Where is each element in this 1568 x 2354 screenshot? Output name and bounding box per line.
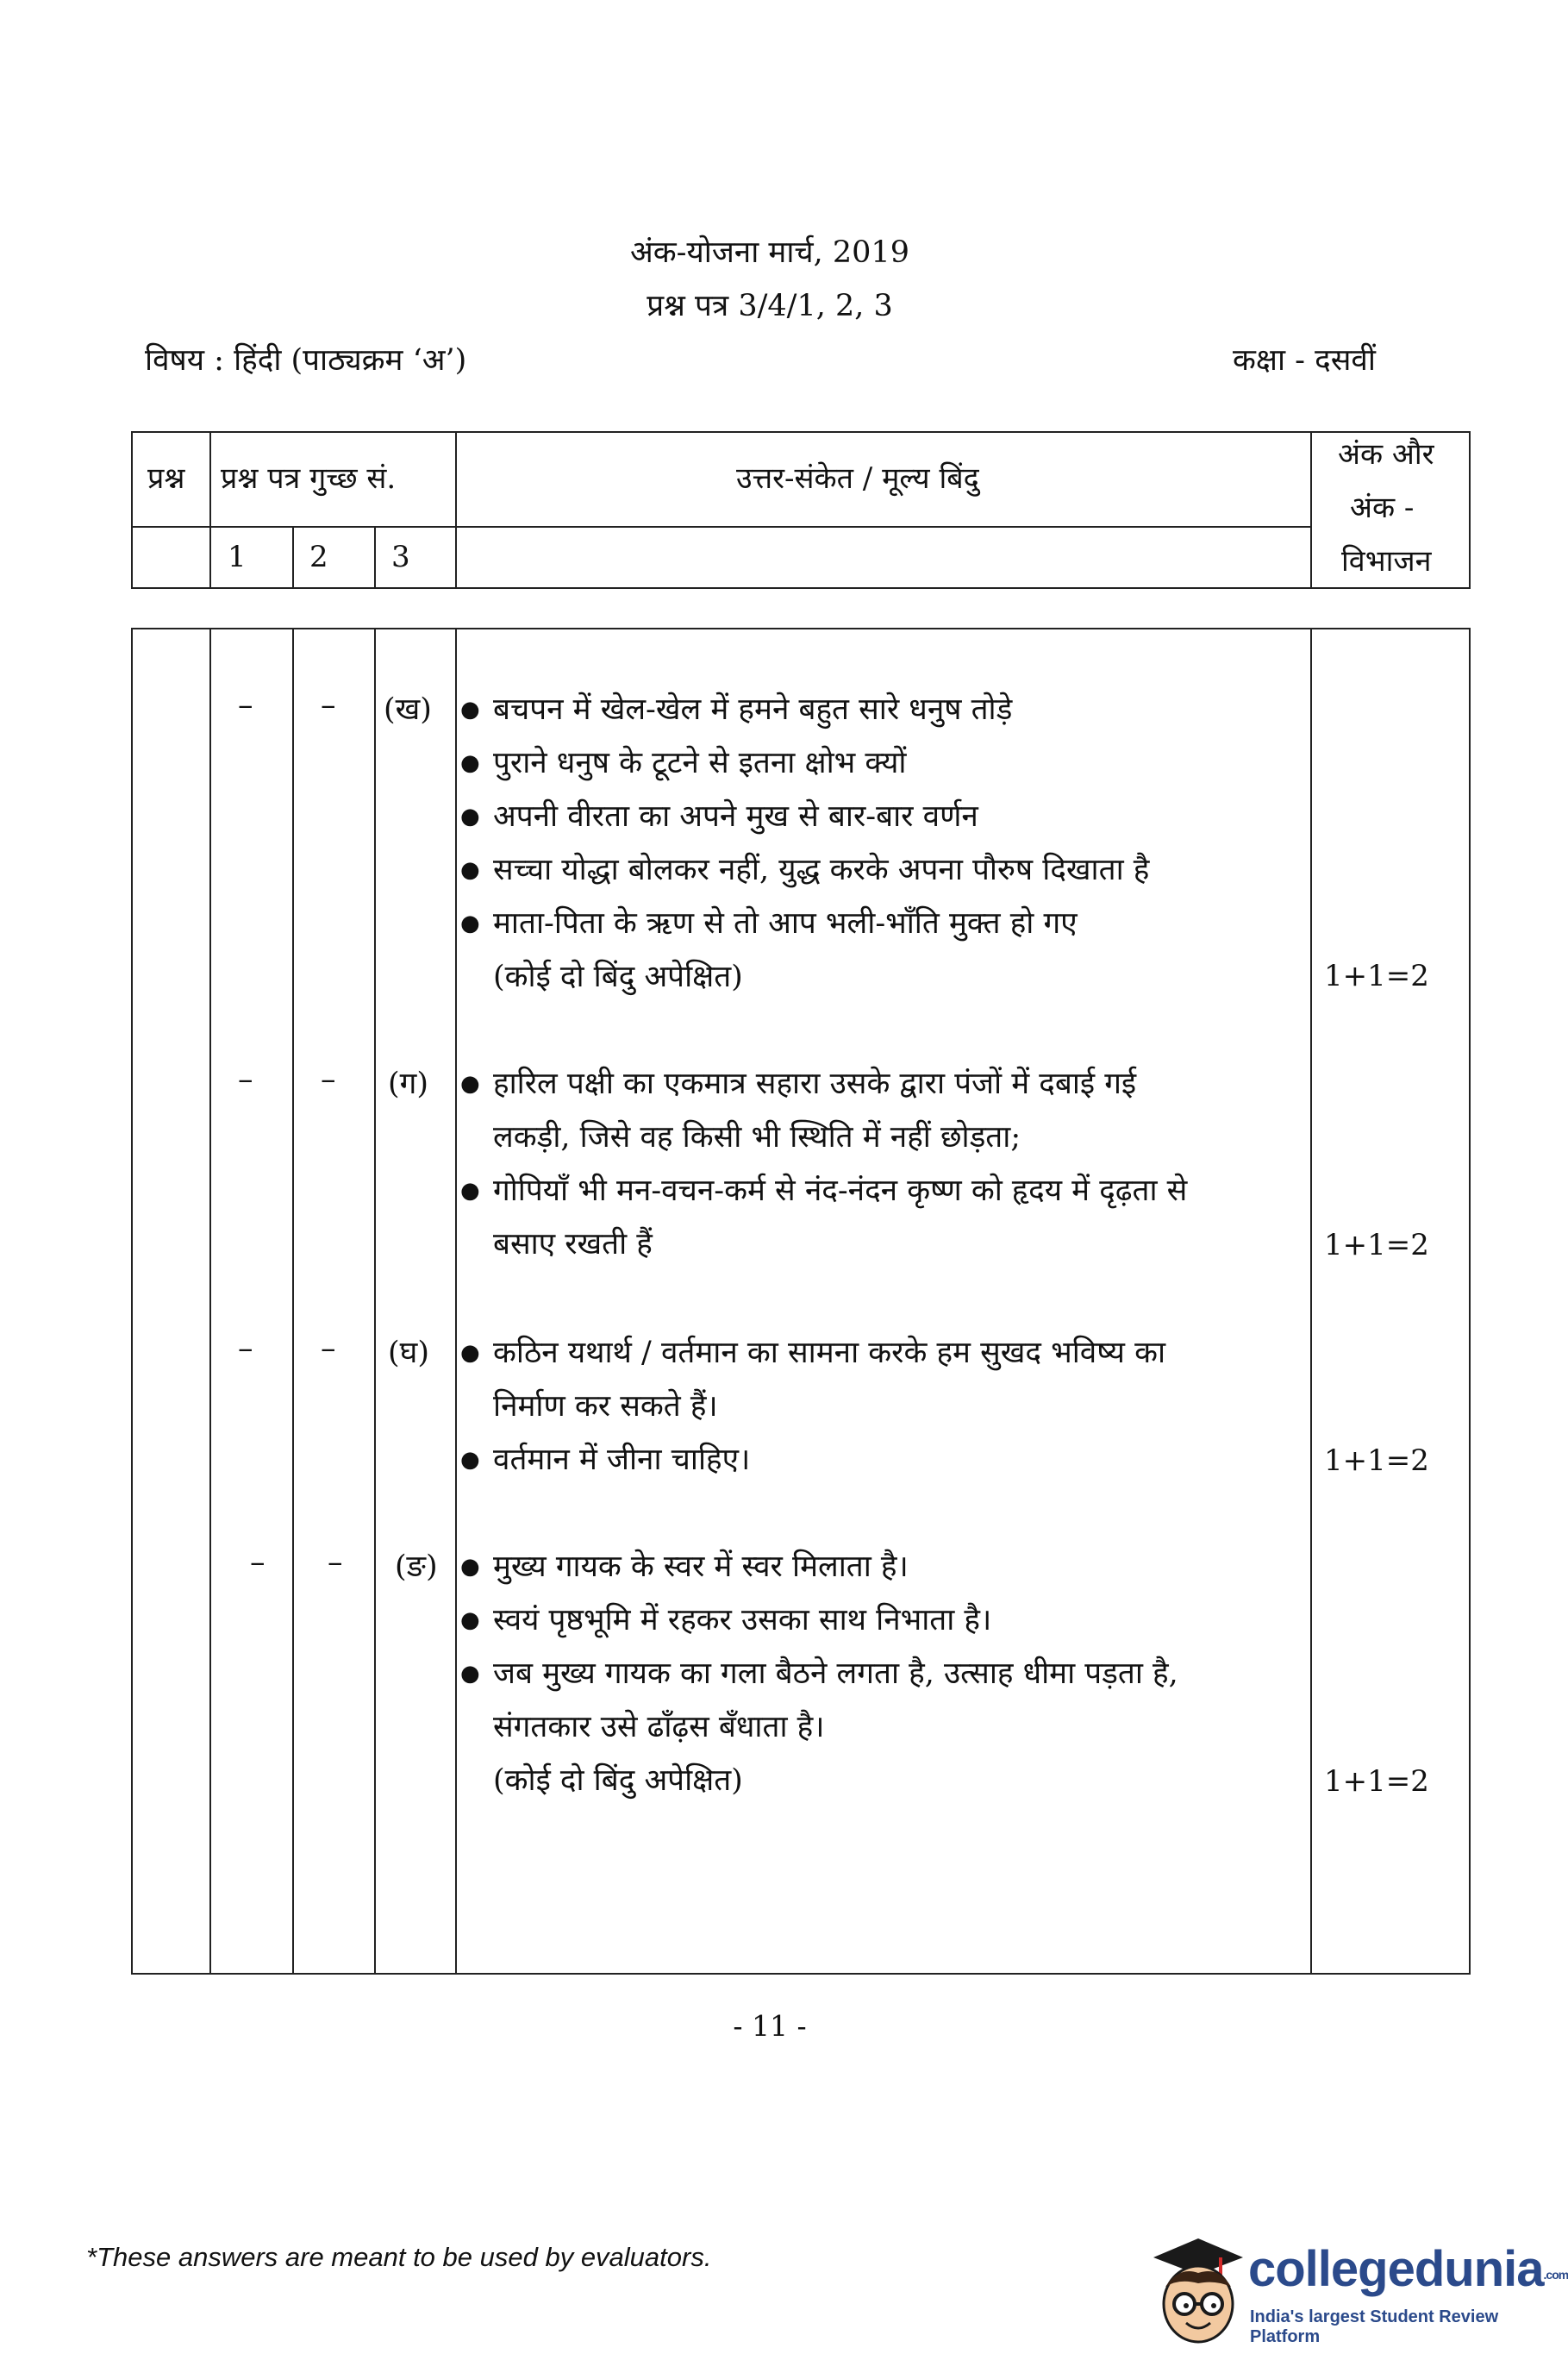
bullet-icon: ● xyxy=(460,1447,480,1473)
header-divider xyxy=(374,526,376,587)
marks-value: 1+1=2 xyxy=(1324,1443,1429,1478)
class-label: कक्षा - दसवीं xyxy=(1233,343,1376,378)
column-divider xyxy=(374,629,376,1973)
answer-line: स्वयं पृष्ठभूमि में रहकर उसका साथ निभाता है। xyxy=(493,1603,992,1637)
bullet-icon: ● xyxy=(460,1340,480,1366)
header-divider xyxy=(292,526,294,587)
answer-line: गोपियाँ भी मन-वचन-कर्म से नंद-नंदन कृष्ण को हृदय में दृढ़ता से xyxy=(493,1174,1188,1208)
answer-line: बचपन में खेल-खेल में हमने बहुत सारे धनुष तोड़े xyxy=(493,692,1013,727)
answer-line: माता-पिता के ऋण से तो आप भली-भाँति मुक्त हो गए xyxy=(493,906,1078,941)
bullet-icon: ● xyxy=(460,1554,480,1580)
header-divider xyxy=(209,433,211,587)
column-header-question: प्रश्न xyxy=(147,461,185,496)
set2-dash: – xyxy=(321,688,336,723)
answer-line: निर्माण कर सकते हैं। xyxy=(493,1389,718,1424)
set1-dash: – xyxy=(238,688,253,723)
evaluator-note: *These answers are meant to be used by evaluators. xyxy=(86,2242,712,2272)
bullet-icon: ● xyxy=(460,750,480,776)
bullet-icon: ● xyxy=(460,1071,480,1097)
table-header xyxy=(131,431,1471,589)
column-divider xyxy=(1310,629,1312,1973)
set-number-2: 2 xyxy=(309,540,328,574)
answer-line: लकड़ी, जिसे वह किसी भी स्थिति में नहीं छोड़ता; xyxy=(493,1120,1021,1155)
answer-line: संगतकार उसे ढाँढ़स बँधाता है। xyxy=(493,1710,825,1744)
answer-line: कठिन यथार्थ / वर्तमान का सामना करके हम सुखद भविष्य का xyxy=(493,1336,1166,1370)
set-number-3: 3 xyxy=(391,540,410,574)
marks-value: 1+1=2 xyxy=(1324,959,1429,993)
bullet-icon: ● xyxy=(460,911,480,936)
collegedunia-logo[interactable] xyxy=(1145,2225,1568,2351)
bullet-icon: ● xyxy=(460,1661,480,1687)
marks-value: 1+1=2 xyxy=(1324,1228,1429,1262)
question-label: (घ) xyxy=(388,1336,429,1370)
set2-dash: – xyxy=(321,1331,336,1366)
logo-wordmark: collegedunia.com xyxy=(1248,2241,1568,2297)
document-title: अंक-योजना मार्च, 2019 xyxy=(630,235,909,270)
set1-dash: – xyxy=(250,1545,265,1580)
header-divider xyxy=(1310,433,1312,587)
answer-line: मुख्य गायक के स्वर में स्वर मिलाता है। xyxy=(493,1550,909,1584)
column-header-answer: उत्तर-संकेत / मूल्य बिंदु xyxy=(736,461,979,496)
column-header-marks-line3: विभाजन xyxy=(1341,544,1432,579)
logo-tagline: India's largest Student Review Platform xyxy=(1250,2307,1499,2346)
page-number: - 11 - xyxy=(733,2009,807,2043)
question-label: (ग) xyxy=(388,1067,429,1101)
answer-line: अपनी वीरता का अपने मुख से बार-बार वर्णन xyxy=(493,799,978,834)
answer-line: जब मुख्य गायक का गला बैठने लगता है, उत्साह धीमा पड़ता है, xyxy=(493,1656,1178,1691)
bullet-icon: ● xyxy=(460,1178,480,1204)
bullet-icon: ● xyxy=(460,1607,480,1633)
column-divider xyxy=(209,629,211,1973)
column-header-marks-line2: अंक - xyxy=(1350,491,1415,525)
answer-note: (कोई दो बिंदु अपेक्षित) xyxy=(493,960,743,994)
answer-note: (कोई दो बिंदु अपेक्षित) xyxy=(493,1763,743,1798)
mascot-icon xyxy=(1145,2225,1248,2351)
set2-dash: – xyxy=(328,1545,343,1580)
answer-line: बसाए रखती हैं xyxy=(493,1227,653,1262)
set-number-1: 1 xyxy=(228,540,247,574)
marks-value: 1+1=2 xyxy=(1324,1764,1429,1799)
question-label: (ङ) xyxy=(395,1550,438,1584)
answer-line: हारिल पक्षी का एकमात्र सहारा उसके द्वारा पंजों में दबाई गई xyxy=(493,1067,1137,1101)
column-header-marks-line1: अंक और xyxy=(1338,437,1434,472)
column-divider xyxy=(292,629,294,1973)
column-divider xyxy=(455,629,457,1973)
answer-line: सच्चा योद्धा बोलकर नहीं, युद्ध करके अपना पौरुष दिखाता है xyxy=(493,853,1150,887)
set2-dash: – xyxy=(321,1062,336,1097)
header-divider xyxy=(455,433,457,587)
set1-dash: – xyxy=(238,1062,253,1097)
header-row-divider xyxy=(133,526,1310,528)
column-header-set: प्रश्न पत्र गुच्छ सं. xyxy=(221,461,397,496)
set1-dash: – xyxy=(238,1331,253,1366)
subject-label: विषय : हिंदी (पाठ्यक्रम ‘अ’) xyxy=(145,343,467,378)
question-label: (ख) xyxy=(384,692,432,727)
paper-code: प्रश्न पत्र 3/4/1, 2, 3 xyxy=(647,289,893,323)
bullet-icon: ● xyxy=(460,857,480,883)
bullet-icon: ● xyxy=(460,804,480,830)
answer-line: पुराने धनुष के टूटने से इतना क्षोभ क्यों xyxy=(493,746,907,780)
answer-line: वर्तमान में जीना चाहिए। xyxy=(493,1443,751,1477)
bullet-icon: ● xyxy=(460,697,480,723)
